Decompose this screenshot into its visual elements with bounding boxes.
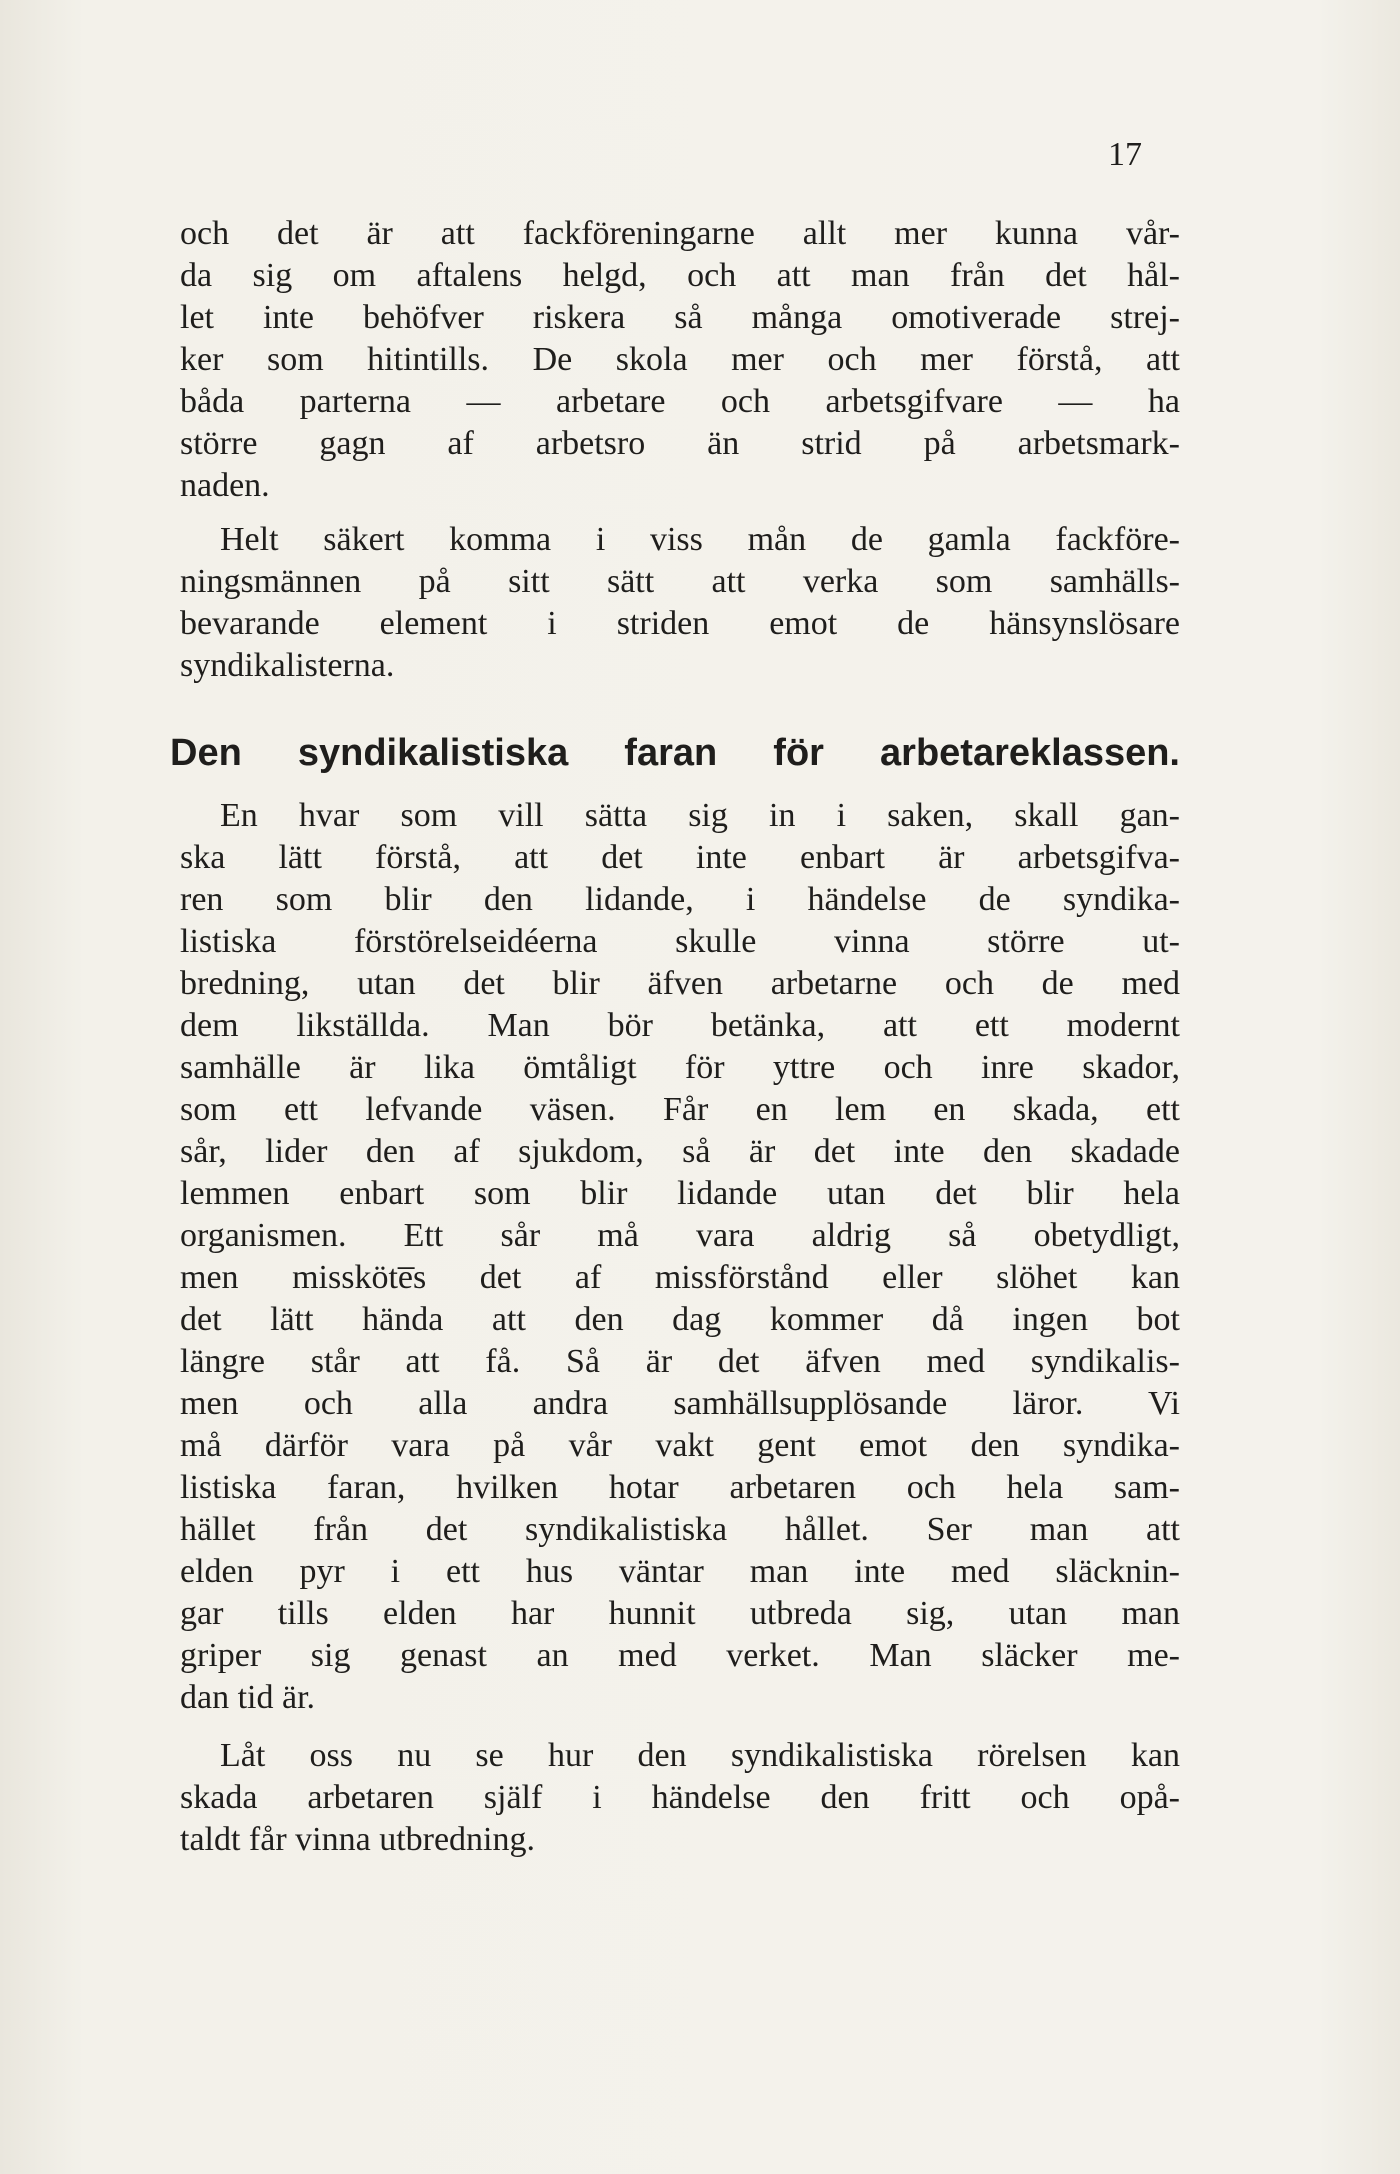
text-line: som ett lefvande väsen. Får en lem en skada, ett xyxy=(180,1091,1180,1128)
paragraph-4 xyxy=(180,1735,1180,1861)
section-heading: Den syndikalistiska faran för arbetareklassen. xyxy=(170,732,1180,774)
text-line: det lätt hända att den dag kommer då ingen bot xyxy=(180,1301,1180,1338)
text-line: dan tid är. xyxy=(180,1679,316,1716)
text-line: skada arbetaren själf i händelse den fritt och opå- xyxy=(180,1779,1180,1816)
text-line: båda parterna — arbetare och arbetsgifvare — ha xyxy=(180,383,1180,420)
text-line: ska lätt förstå, att det inte enbart är arbetsgifva- xyxy=(180,839,1180,876)
text-line: elden pyr i ett hus väntar man inte med släcknin- xyxy=(180,1553,1180,1590)
text-line: men och alla andra samhällsupplösande läror. Vi xyxy=(180,1385,1180,1422)
text-line: men missköte̅s det af missförstånd eller slöhet kan xyxy=(180,1259,1180,1296)
text-line: lemmen enbart som blir lidande utan det blir hela xyxy=(180,1175,1180,1212)
text-line: listiska förstörelseidéerna skulle vinna större ut- xyxy=(180,923,1180,960)
text-line: större gagn af arbetsro än strid på arbetsmark- xyxy=(180,425,1180,462)
text-line: sår, lider den af sjukdom, så är det inte den skadade xyxy=(180,1133,1180,1170)
text-line: hället från det syndikalistiska hållet. Ser man att xyxy=(180,1511,1180,1548)
text-line: och det är att fackföreningarne allt mer kunna vår- xyxy=(180,215,1180,252)
page-number: 17 xyxy=(1108,136,1142,173)
text-line: Låt oss nu se hur den syndikalistiska rörelsen kan xyxy=(220,1737,1180,1774)
paragraph-1 xyxy=(180,213,1180,507)
text-line: samhälle är lika ömtåligt för yttre och inre skador, xyxy=(180,1049,1180,1086)
text-line: ningsmännen på sitt sätt att verka som samhälls- xyxy=(180,563,1180,600)
text-line: griper sig genast an med verket. Man släcker me- xyxy=(180,1637,1180,1674)
text-line: syndikalisterna. xyxy=(180,647,395,684)
text-line: Helt säkert komma i viss mån de gamla fackföre- xyxy=(220,521,1180,558)
paragraph-2 xyxy=(180,519,1180,687)
text-line: må därför vara på vår vakt gent emot den syndika- xyxy=(180,1427,1180,1464)
text-line: bredning, utan det blir äfven arbetarne och de med xyxy=(180,965,1180,1002)
paragraph-3 xyxy=(180,795,1180,1719)
text-line: gar tills elden har hunnit utbreda sig, utan man xyxy=(180,1595,1180,1632)
text-line: da sig om aftalens helgd, och att man från det hål- xyxy=(180,257,1180,294)
text-line: naden. xyxy=(180,467,270,504)
text-line: En hvar som vill sätta sig in i saken, skall gan- xyxy=(220,797,1180,834)
text-line: listiska faran, hvilken hotar arbetaren och hela sam- xyxy=(180,1469,1180,1506)
text-line: taldt får vinna utbredning. xyxy=(180,1821,536,1858)
text-line: ker som hitintills. De skola mer och mer förstå, att xyxy=(180,341,1180,378)
text-line: dem likställda. Man bör betänka, att ett modernt xyxy=(180,1007,1180,1044)
text-line: let inte behöfver riskera så många omotiverade strej- xyxy=(180,299,1180,336)
text-line: bevarande element i striden emot de hänsynslösare xyxy=(180,605,1180,642)
text-line: längre står att få. Så är det äfven med syndikalis- xyxy=(180,1343,1180,1380)
text-line: organismen. Ett sår må vara aldrig så obetydligt, xyxy=(180,1217,1180,1254)
text-line: ren som blir den lidande, i händelse de syndika- xyxy=(180,881,1180,918)
